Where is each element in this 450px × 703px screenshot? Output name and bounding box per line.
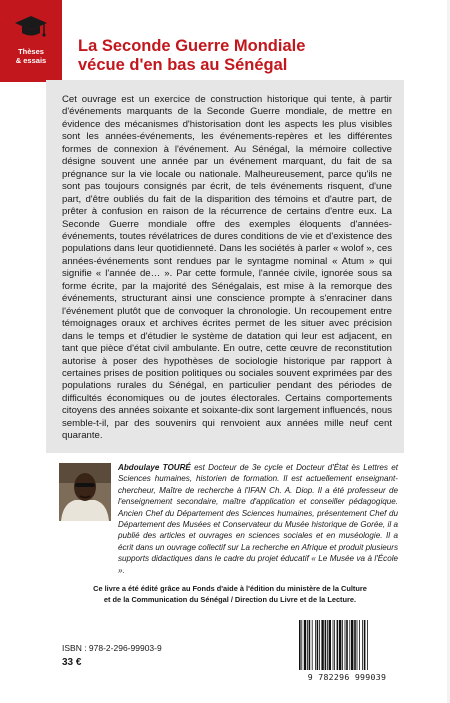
barcode-bar [329,620,331,670]
barcode-bar [342,620,343,670]
barcode-bar [345,620,346,670]
author-name: Abdoulaye TOURÉ [118,463,191,472]
funding-credits-line1: Ce livre a été édité grâce au Fonds d'aide à l'édition du ministère de la Culture [93,584,367,593]
blurb-text: Cet ouvrage est un exercice de construction historique qui tente, à partir d'événements marquants de la Seconde Guerre mondiale, de mettre en évidence des mécanismes d'historisation dont les aspects les plus visibles sont les années-événements, les événements-repères et les différentes formes de connexion à l'événement. Au Sénégal, la mémoire collective désigne souvent une année par un événement marquant, du fait de sa prégnance sur la vie locale ou nationale. Malheureusement, parce qu'ils ne sont pas toujours consignés par écrit, de tels événements risquent, d'une part, d'être oubliés du fait de la disparition des témoins et d'autre part, de prêter à confusion en raison de la récurrence de certains d'entre eux. La Seconde Guerre mondiale offre des exemples éloquents d'années-événements, toutes révélatrices de dures conditions de vie et d'existence des populations dans leur quotidienneté. Dans les sociétés à parler « wolof », ces années-événements sont rendues par le syntagme nominal « Atum » qui signifie « l'année de… ». Par cette formule, l'année civile, ignorée sous sa forme écrite, par la majorité des Sénégalais, est mise à la remorque des événements, structurant ainsi une conscience prompte à s'enraciner dans l'événement plutôt que de convoquer la chronologie. Un recoupement entre témoignages oraux et archives écrites permet de les situer avec précision dans le temps et d'étudier le système de datation qui leur est adjacent, en tant que pièce d'état civil ambulante. En outre, cette œuvre de reconstitution autorise à poser des hypothèses de sociologie historique par rapport à certaines prises de position politiques ou sociales souvent exprimées par des populations rurales du Sénégal, en particulier pendant des périodes de difficultés économiques ou de joutes électorales. Certains comportements citoyens des années soixante et soixante-dix sont largement influencés, nous semble-t-il, par des souvenirs qui renvoient aux années mille neuf cent quarante. [62,94,392,442]
barcode-bar [337,620,339,670]
book-title [78,37,418,75]
series-label-line1: Thèses [18,47,44,56]
barcode-bar [304,620,306,670]
barcode-bar [351,620,353,670]
barcode-bar [307,620,308,670]
book-title-line2: vécue d'en bas au Sénégal [78,56,288,74]
barcode-bar [354,620,356,670]
barcode-bar [317,620,319,670]
funding-credits [55,584,405,605]
series-label [0,47,62,65]
barcode-bar [319,620,320,670]
series-label-line2: & essais [15,56,47,65]
barcode-bar [349,620,350,670]
author-photo [59,463,111,521]
barcode-bar [346,620,348,670]
barcode-bar [339,620,341,670]
barcode-bar [321,620,323,670]
barcode-bar [364,620,366,670]
barcode [297,620,393,675]
barcode-bar [312,620,313,670]
series-badge [0,0,62,82]
funding-credits-line2: et de la Communication du Sénégal / Direction du Livre et de la Lecture. [103,594,357,604]
barcode-bar [334,620,335,670]
barcode-bar [301,620,302,670]
barcode-bar [327,620,328,670]
barcode-bar [333,620,334,670]
barcode-bar [359,620,360,670]
price-label: 33 € [62,657,82,668]
graduation-cap-icon [14,14,48,40]
book-title-line1: La Seconde Guerre Mondiale [78,37,306,55]
barcode-bar [299,620,301,670]
author-bio [118,462,398,576]
barcode-bar [367,620,368,670]
author-bio-text: est Docteur de 3e cycle et Docteur d'État ès Lettres et Sciences humaines, historien de formation. Il est actuellement enseignant-chercheur, Maître de recherche à l'IFAN Ch. A. Diop. Il a été professeur de l'enseignement secondaire, maître d'application et conseiller pédagogique. Ancien Chef du Département des Sciences humaines, présentement Chef du Département des Musées et Conservateur du Musée historique de Gorée, il a publié des articles et ouvrages en sciences sociales et en muséologie. Il a écrit dans un ouvrage collectif sur La recherche en Afrique et produit plusieurs supports didactiques dans le cadre du projet éducatif « Le Musée va à l'École ». [118,463,398,575]
isbn-label: ISBN : 978-2-296-99903-9 [62,643,162,653]
barcode-bar [315,620,316,670]
barcode-bar [309,620,311,670]
barcode-bar [325,620,327,670]
barcode-bar [357,620,358,670]
barcode-digits: 9 782296 999039 [307,672,387,682]
barcode-bar [362,620,363,670]
